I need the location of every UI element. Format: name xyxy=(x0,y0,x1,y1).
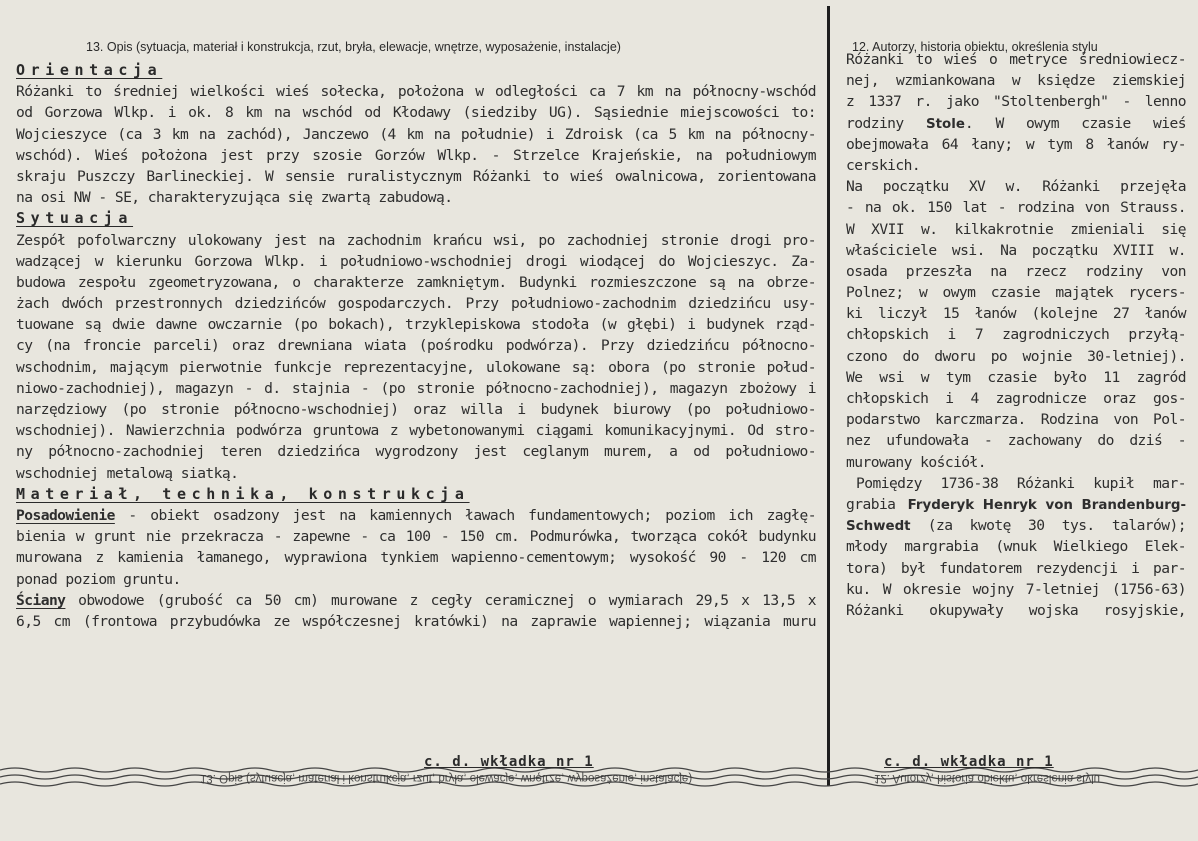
text-line: właściciele wsi. Na początku XVIII w. xyxy=(846,241,1186,259)
section-title-orientacja: Orientacja xyxy=(16,61,163,79)
text-line: Różanki to wieś o metryce średniowiecz- xyxy=(846,51,1186,68)
text-line: ku. W okresie wojny 7-letniej (1756-63) xyxy=(846,580,1186,598)
text-line: cy (na froncie parceli) oraz drewniana wiata (pośrodku podwórza). Przy dziedzińcu północno- xyxy=(16,337,816,355)
text-line: We wsi w tym czasie było 11 zagród xyxy=(846,368,1186,386)
text-line: żach dwóch przestronnych dziedzińców gospodarczych. Przy południowo-zachodnim dziedzińcu usy- xyxy=(16,295,816,313)
text-line: chłopskich i 4 zagrodnicze oraz gos- xyxy=(846,390,1186,407)
left-column-header: 13. Opis (sytuacja, materiał i konstrukcja, rzut, bryła, elewacje, wnętrze, wyposażenie, instalacje) xyxy=(86,40,621,54)
text-line: murowana z kamienia łamanego, wyprawiona tynkiem wapienno-cementowym; wysokość 90 - 120 cm xyxy=(16,549,816,567)
text-line: nej, wzmiankowana w księdze ziemskiej xyxy=(846,72,1186,90)
text-line: niowo-zachodniej), magazyn - d. stajnia - (po stronie północno-zachodniej), magazyn zbożowy i xyxy=(16,379,816,397)
orientacja-paragraph xyxy=(16,81,816,208)
right-mirrored-header: 12. Autorzy, historia obiektu, określenia stylu xyxy=(874,772,1101,784)
text-line: rodziny Stole. W owym czasie wieś xyxy=(846,114,1186,132)
text-line: chłopskich i 7 zagrodniczych przyłą- xyxy=(846,326,1186,344)
text-line: bienia w grunt nie przekracza - zapewne - ca 100 - 150 cm. Podmurówka, tworząca cokół budynku xyxy=(16,528,816,546)
text-line: skraju Puszczy Barlineckiej. W sensie ruralistycznym Różanki to wieś owalnicowa, zorientowana xyxy=(16,167,816,185)
bold-name: Stole xyxy=(925,116,965,132)
text-line: cerskich. xyxy=(846,156,921,174)
sciany-label: Ściany xyxy=(16,591,66,609)
text-line: wschodniej metalową siatką. xyxy=(16,464,239,482)
text-line: Wojcieszyce (ca 3 km na zachód), Janczewo (4 km na południe) i Zdroisk (ca 5 km na północny- xyxy=(16,125,816,143)
text-line: ponad poziom gruntu. xyxy=(16,570,181,588)
text-line: 6,5 cm (frontowa przybudówka ze współczesnej kratówki) na zaprawie wapiennej; wiązania muru xyxy=(16,612,816,630)
text-line: Różanki to średniej wielkości wieś sołecka, położona w odległości ca 7 km na północny-wschód xyxy=(16,83,816,101)
text-line: wschód). Wieś położona jest przy szosie Gorzów Wlkp. - Strzelce Krajeńskie, na południowym xyxy=(16,146,816,164)
text-line: ki liczył 15 łanów (kolejne 27 łanów xyxy=(846,305,1186,323)
bold-name: Fryderyk Henryk von Brandenburg- xyxy=(907,497,1186,513)
text-line: wadzącej w kierunku Gorzowa Wlkp. i południowo-wschodniej drogi wiodącej do Wojcieszyc. Za- xyxy=(16,252,816,270)
history-column xyxy=(846,49,1186,621)
left-footer-label: c. d. wkładka nr 1 xyxy=(424,754,594,770)
text-line: młody margrabia (wnuk Wielkiego Elek- xyxy=(846,538,1186,556)
right-footer-label: c. d. wkładka nr 1 xyxy=(884,754,1054,770)
text-line: obejmowała 64 łany; w tym 8 łanów ry- xyxy=(846,135,1186,153)
section-title-sytuacja: Sytuacja xyxy=(16,209,134,228)
text-line: Zespół pofolwarczny ulokowany jest na zachodnim krańcu wsi, po zachodniej stronie drogi pro- xyxy=(16,231,816,249)
description-column xyxy=(16,60,816,632)
text-line: Różanki okupywały wojska rosyjskie, xyxy=(846,601,1186,619)
text-line: nez ufundowała - zachowany do dziś - xyxy=(846,432,1186,450)
text-line: osada przeszła na rzecz rodziny von xyxy=(846,262,1186,280)
text-line: grabia Fryderyk Henryk von Brandenburg- xyxy=(846,495,1186,513)
text-line: narzędziowy (po stronie północno-wschodniej) oraz willa i budynek biurowy (po południowo- xyxy=(16,401,816,418)
text-line: Pomiędzy 1736-38 Różanki kupił mar- xyxy=(856,474,1186,492)
text-line: na osi NW - SE, charakteryzująca się zwartą zabudową. xyxy=(16,189,453,207)
bold-name: Schwedt xyxy=(846,519,911,535)
sytuacja-paragraph xyxy=(16,230,816,484)
text-line: W XVII w. kilkakrotnie zmieniali się xyxy=(846,220,1186,238)
text-line: budowa zespołu zgeometryzowana, o charakterze zamkniętym. Budynki rozmieszczone są na obrze- xyxy=(16,273,816,291)
text-line: - na ok. 150 lat - rodzina von Strauss. xyxy=(846,199,1186,217)
text-line: Na początku XV w. Różanki przejęła xyxy=(846,178,1186,196)
text-line: tuowane są dwie dawne owczarnie (po bokach), trzyklepiskowa stodoła (w głębi) i budynek rząd- xyxy=(16,316,816,334)
text-line: z 1337 r. jako "Stoltenbergh" - lenno xyxy=(846,93,1186,111)
text-line: wschodnim, mającym pierwotnie funkcje reprezentacyjne, ulokowane są: obora (po stronie połud- xyxy=(16,358,816,376)
text-line: Polnez; w owym czasie majątek rycers- xyxy=(846,284,1186,302)
text-line: ny północno-zachodniej teren dziedzińca wygrodzony jest ceglanym murem, a od południowo- xyxy=(16,443,816,461)
sciany-first-line: Ściany obwodowe (grubość ca 50 cm) murowane z cegły ceramicznej o wymiarach 29,5 x 13,5 x xyxy=(16,591,816,609)
right-column-header: 12. Autorzy, historia obiektu, określenia stylu xyxy=(852,40,1098,54)
text-line: tora) był fundatorem rezydencji i par- xyxy=(846,559,1186,577)
section-title-material: Materiał, technika, konstrukcja xyxy=(16,484,470,503)
history-paragraph xyxy=(846,49,1186,621)
text-line: podarstwo karczmarza. Rodzina von Pol- xyxy=(846,411,1186,429)
posadowienie-paragraph xyxy=(16,526,816,590)
text-line: Schwedt (za kwotę 30 tys. talarów); xyxy=(846,517,1186,535)
posadowienie-first-line: Posadowienie - obiekt osadzony jest na kamiennych ławach fundamentowych; poziom ich zagłę- xyxy=(16,506,816,524)
text-line: od Gorzowa Wlkp. i ok. 8 km na wschód od Kłodawy (siedziby UG). Sąsiednie miejscowości to: xyxy=(16,104,816,122)
column-divider xyxy=(827,6,830,786)
left-mirrored-header: 13. Opis (sytuacja, materiał i konstrukcja, rzut, bryła, elewacje, wnętrze, wyposażenie, instalacje) xyxy=(200,772,693,784)
posadowienie-label: Posadowienie xyxy=(16,506,115,524)
sciany-paragraph xyxy=(16,611,816,632)
text-line: wschodniej). Nawierzchnia podwórza gruntowa z wybetonowanymi ciągami komunikacyjnymi. Od stro- xyxy=(16,422,816,440)
text-line: czono do dworu po wojnie 30-letniej). xyxy=(846,347,1186,365)
text-line: murowany kościół. xyxy=(846,453,987,471)
